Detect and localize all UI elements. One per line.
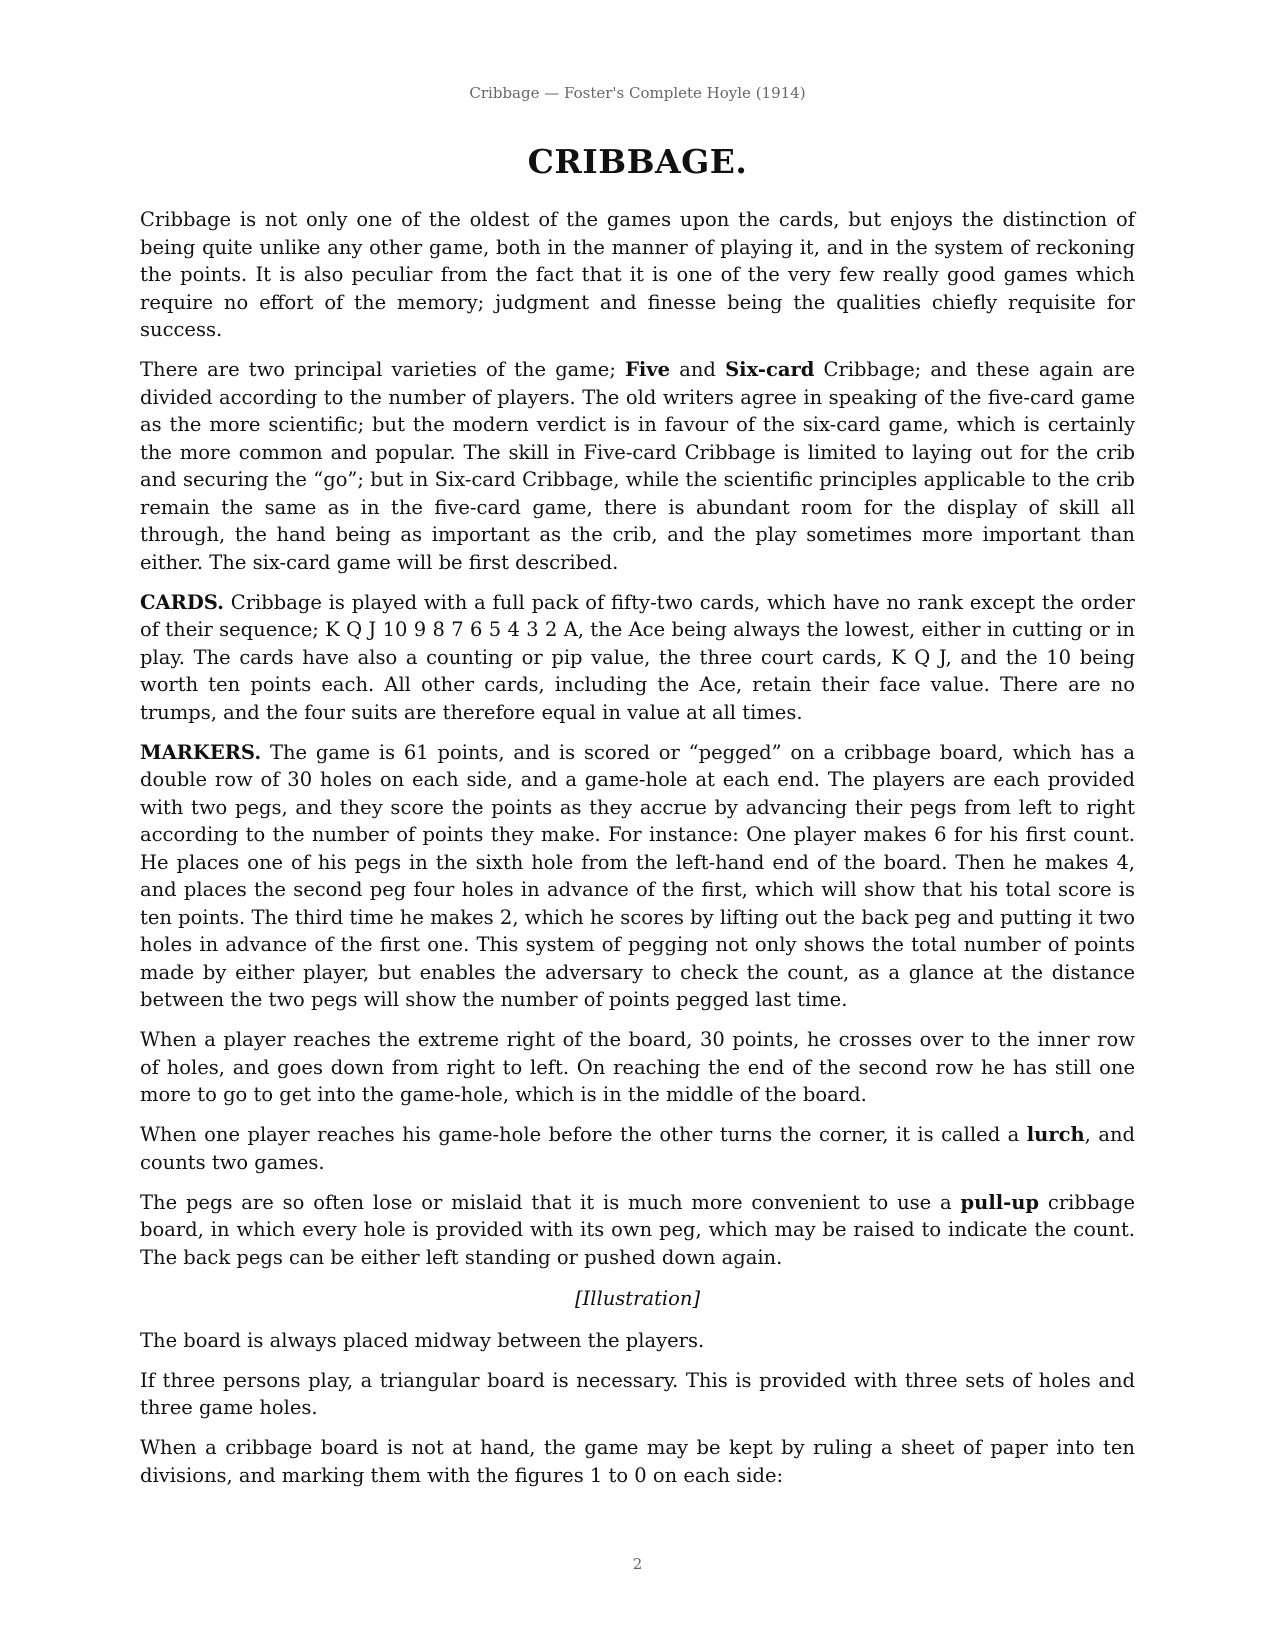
paragraph-text: Cribbage is not only one of the oldest of the games upon the cards, but enjoys the distinction of being quite unlike any other game, both in the manner of playing it, and in the system of reckoning the points. It is also peculiar from the fact that it is one of the very few really good games which require no effort of the memory; judgment and finesse being the qualities chiefly requisite for success. xyxy=(140,208,1135,341)
section-heading-markers: MARKERS. xyxy=(140,740,262,764)
paragraph-text: The pegs are so often lose or mislaid that it is much more convenient to use a xyxy=(140,1190,961,1214)
paragraph-text: When a player reaches the extreme right of the board, 30 points, he crosses over to the inner row of holes, and goes down from right to left. On reaching the end of the second row he has still one more to go to get into the game-hole, which is in the middle of the board. xyxy=(140,1028,1135,1106)
paragraph-three-players xyxy=(140,1367,1135,1422)
illustration-placeholder: [Illustration] xyxy=(574,1287,701,1310)
paragraph-varieties xyxy=(140,356,1135,576)
paragraph-markers xyxy=(140,739,1135,1014)
paragraph-paper-scoring xyxy=(140,1434,1135,1489)
paragraph-text: The board is always placed midway between the players. xyxy=(140,1328,705,1352)
paragraph-text: and xyxy=(670,358,726,381)
paragraph-pull-up xyxy=(140,1189,1135,1272)
page-title: CRIBBAGE. xyxy=(527,142,748,181)
body-text xyxy=(140,206,1135,1502)
paragraph-text: , and counts two games. xyxy=(140,1123,1135,1174)
bold-term-five: Five xyxy=(625,358,671,381)
paragraph-text: When a cribbage board is not at hand, the game may be kept by ruling a sheet of paper into ten divisions, and marking them with the figures 1 to 0 on each side: xyxy=(140,1436,1135,1487)
page-number: 2 xyxy=(632,1555,643,1573)
paragraph-lurch xyxy=(140,1121,1135,1176)
paragraph-text: Cribbage; and these again are divided according to the number of players. The old writers agree in speaking of the five-card game as the more scientific; but the modern verdict is in favour of the six-card game, which is certainly the more common and popular. The skill in Five-card Cribbage is limited to laying out for the crib and securing the “go”; but in Six-card Cribbage, while the scientific principles applicable to the crib remain the same as in the five-card game, there is abundant room for the display of skill all through, the hand being as important as the crib, and the play sometimes more important than either. The six-card game will be first described. xyxy=(140,358,1136,574)
paragraph-text: Cribbage is played with a full pack of fifty-two cards, which have no rank except the order of their sequence; K Q J 10 9 8 7 6 5 4 3 2 A, the Ace being always the lowest, either in cutting or in play. The cards have also a counting or pip value, the three court cards, K Q J, and the 10 being worth ten points each. All other cards, including the Ace, retain their face value. There are no trumps, and the four suits are therefore equal in value at all times. xyxy=(140,590,1135,724)
paragraph-board-placement xyxy=(140,1327,1135,1355)
bold-term-six-card: Six-card xyxy=(725,358,815,381)
paragraph-cards xyxy=(140,589,1135,727)
paragraph-text: cribbage board, in which every hole is provided with its own peg, which may be raised to indicate the count. The back pegs can be either left standing or pushed down again. xyxy=(140,1190,1135,1269)
paragraph-intro xyxy=(140,206,1135,344)
section-heading-cards: CARDS. xyxy=(140,590,224,614)
running-header: Cribbage — Foster's Complete Hoyle (1914) xyxy=(469,84,806,102)
paragraph-text: The game is 61 points, and is scored or “pegged” on a cribbage board, which has a double row of 30 holes on each side, and a game-hole at each end. The players are each provided with two pegs, and they score the points as they accrue by advancing their pegs from left to right according to the number of points they make. For instance: One player makes 6 for his first count. He places one of his pegs in the sixth hole from the left-hand end of the board. Then he makes 4, and places the second peg four holes in advance of the first, which will show that his total score is ten points. The third time he makes 2, which he scores by lifting out the back peg and putting it two holes in advance of the first one. This system of pegging not only shows the total number of points made by either player, but enables the adversary to check the count, as a glance at the distance between the two pegs will show the number of points pegged last time. xyxy=(140,740,1135,1011)
paragraph-text: When one player reaches his game-hole before the other turns the corner, it is called a xyxy=(140,1123,1027,1146)
bold-term-pull-up: pull-up xyxy=(960,1190,1040,1214)
paragraph-text: There are two principal varieties of the game; xyxy=(140,358,626,381)
bold-term-lurch: lurch xyxy=(1026,1123,1085,1146)
paragraph-text: If three persons play, a triangular board is necessary. This is provided with three sets of holes and three game holes. xyxy=(140,1368,1135,1419)
paragraph-inner-row xyxy=(140,1026,1135,1109)
